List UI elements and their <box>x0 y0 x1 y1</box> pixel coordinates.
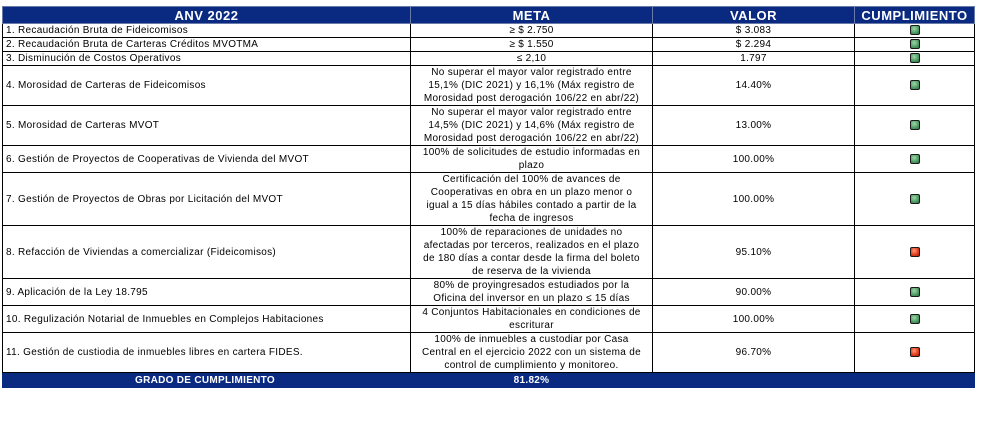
goal-cell <box>411 52 653 66</box>
value-cell: 100.00% <box>653 173 855 226</box>
table-row <box>3 52 975 66</box>
goal-line: 100% de reparaciones de unidades no <box>440 227 623 238</box>
goal-cell <box>411 173 653 226</box>
value-cell: $ 2.294 <box>653 38 855 52</box>
goal-line: Certificación del 100% de avances de <box>442 174 621 185</box>
goal-line: control de cumplimiento y monitoreo. <box>444 360 619 371</box>
table-row <box>3 173 975 226</box>
status-cell <box>855 146 975 173</box>
goal-line: 80% de proyingresados estudiados por la <box>433 280 630 291</box>
table-row <box>3 226 975 279</box>
compliance-table <box>2 6 975 388</box>
goal-line: Oficina del inversor en un plazo ≤ 15 días <box>433 293 630 304</box>
value-cell: 95.10% <box>653 226 855 279</box>
goal-line: de reserva de la vivienda <box>472 266 591 277</box>
goal-line: Morosidad post derogación 106/22 en abr/22) <box>423 93 640 104</box>
table-row <box>3 106 975 146</box>
goal-line: fecha de ingresos <box>489 213 574 224</box>
goal-line: Morosidad post derogación 106/22 en abr/22) <box>423 133 640 144</box>
goal-line: de 180 días a contar desde la firma del boleto <box>423 253 640 264</box>
table-body <box>3 24 975 373</box>
goal-line: 14,5% (DIC 2021) y 14,6% (Máx registro de <box>428 120 635 131</box>
indicator-name: 7. Gestión de Proyectos de Obras por Licitación del MVOT <box>3 173 411 226</box>
goal-line: afectadas por terceros, realizados en el plazo <box>423 240 640 251</box>
goal-line: ≥ $ 2.750 <box>509 25 554 36</box>
value-cell: 100.00% <box>653 306 855 333</box>
goal-line: Cooperativas en obra en un plazo menor o <box>430 187 633 198</box>
goal-line: 4 Conjuntos Habitacionales en condiciones de <box>422 307 641 318</box>
value-cell: 14.40% <box>653 66 855 106</box>
green-status-indicator-icon <box>910 39 920 49</box>
goal-line: escriturar <box>509 320 554 331</box>
value-cell: 100.00% <box>653 146 855 173</box>
indicator-name: 5. Morosidad de Carteras MVOT <box>3 106 411 146</box>
table-header-row <box>3 7 975 24</box>
red-status-indicator-icon <box>910 347 920 357</box>
indicator-name: 4. Morosidad de Carteras de Fideicomisos <box>3 66 411 106</box>
value-cell: 96.70% <box>653 333 855 373</box>
goal-cell <box>411 38 653 52</box>
status-cell <box>855 106 975 146</box>
table-row <box>3 279 975 306</box>
goal-cell <box>411 66 653 106</box>
status-cell <box>855 279 975 306</box>
header-status: CUMPLIMIENTO <box>855 7 975 24</box>
summary-blank-status <box>855 373 975 388</box>
summary-label: GRADO DE CUMPLIMIENTO <box>3 373 411 388</box>
goal-line: plazo <box>518 160 545 171</box>
green-status-indicator-icon <box>910 80 920 90</box>
status-cell <box>855 333 975 373</box>
summary-value: 81.82% <box>411 373 653 388</box>
status-cell <box>855 306 975 333</box>
table-row <box>3 333 975 373</box>
value-cell: 1.797 <box>653 52 855 66</box>
goal-line: ≥ $ 1.550 <box>509 39 554 50</box>
indicator-name: 9. Aplicación de la Ley 18.795 <box>3 279 411 306</box>
status-cell <box>855 226 975 279</box>
goal-cell <box>411 24 653 38</box>
indicator-name: 10. Regulización Notarial de Inmuebles en Complejos Habitaciones <box>3 306 411 333</box>
table-row <box>3 38 975 52</box>
green-status-indicator-icon <box>910 53 920 63</box>
value-cell: 13.00% <box>653 106 855 146</box>
summary-blank-value <box>653 373 855 388</box>
summary-row <box>3 373 975 388</box>
table-row <box>3 306 975 333</box>
goal-line: Central en el ejercicio 2022 con un sistema de <box>422 347 641 358</box>
header-goal: META <box>411 7 653 24</box>
goal-line: 100% de solicitudes de estudio informadas en <box>422 147 641 158</box>
goal-cell <box>411 106 653 146</box>
header-value: VALOR <box>653 7 855 24</box>
indicator-name: 3. Disminución de Costos Operativos <box>3 52 411 66</box>
value-cell: 90.00% <box>653 279 855 306</box>
status-cell <box>855 38 975 52</box>
green-status-indicator-icon <box>910 194 920 204</box>
goal-cell <box>411 146 653 173</box>
status-cell <box>855 52 975 66</box>
status-cell <box>855 66 975 106</box>
goal-line: No superar el mayor valor registrado entre <box>431 67 632 78</box>
goal-cell <box>411 306 653 333</box>
green-status-indicator-icon <box>910 154 920 164</box>
goal-cell <box>411 333 653 373</box>
goal-line: 15,1% (DIC 2021) y 16,1% (Máx registro de <box>428 80 635 91</box>
indicator-name: 11. Gestión de custiodia de inmuebles libres en cartera FIDES. <box>3 333 411 373</box>
indicator-name: 8. Refacción de Viviendas a comercializar (Fideicomisos) <box>3 226 411 279</box>
goal-line: igual a 15 días hábiles contado a partir de la <box>426 200 637 211</box>
green-status-indicator-icon <box>910 287 920 297</box>
goal-cell <box>411 279 653 306</box>
goal-line: ≤ 2,10 <box>516 53 547 64</box>
value-cell: $ 3.083 <box>653 24 855 38</box>
table-row <box>3 24 975 38</box>
indicator-name: 6. Gestión de Proyectos de Cooperativas de Vivienda del MVOT <box>3 146 411 173</box>
status-cell <box>855 24 975 38</box>
red-status-indicator-icon <box>910 247 920 257</box>
indicator-name: 2. Recaudación Bruta de Carteras Créditos MVOTMA <box>3 38 411 52</box>
table-row <box>3 146 975 173</box>
status-cell <box>855 173 975 226</box>
goal-cell <box>411 226 653 279</box>
green-status-indicator-icon <box>910 25 920 35</box>
green-status-indicator-icon <box>910 120 920 130</box>
header-indicator: ANV 2022 <box>3 7 411 24</box>
table-row <box>3 66 975 106</box>
indicator-name: 1. Recaudación Bruta de Fideicomisos <box>3 24 411 38</box>
goal-line: No superar el mayor valor registrado entre <box>431 107 632 118</box>
green-status-indicator-icon <box>910 314 920 324</box>
goal-line: 100% de inmuebles a custodiar por Casa <box>434 334 629 345</box>
